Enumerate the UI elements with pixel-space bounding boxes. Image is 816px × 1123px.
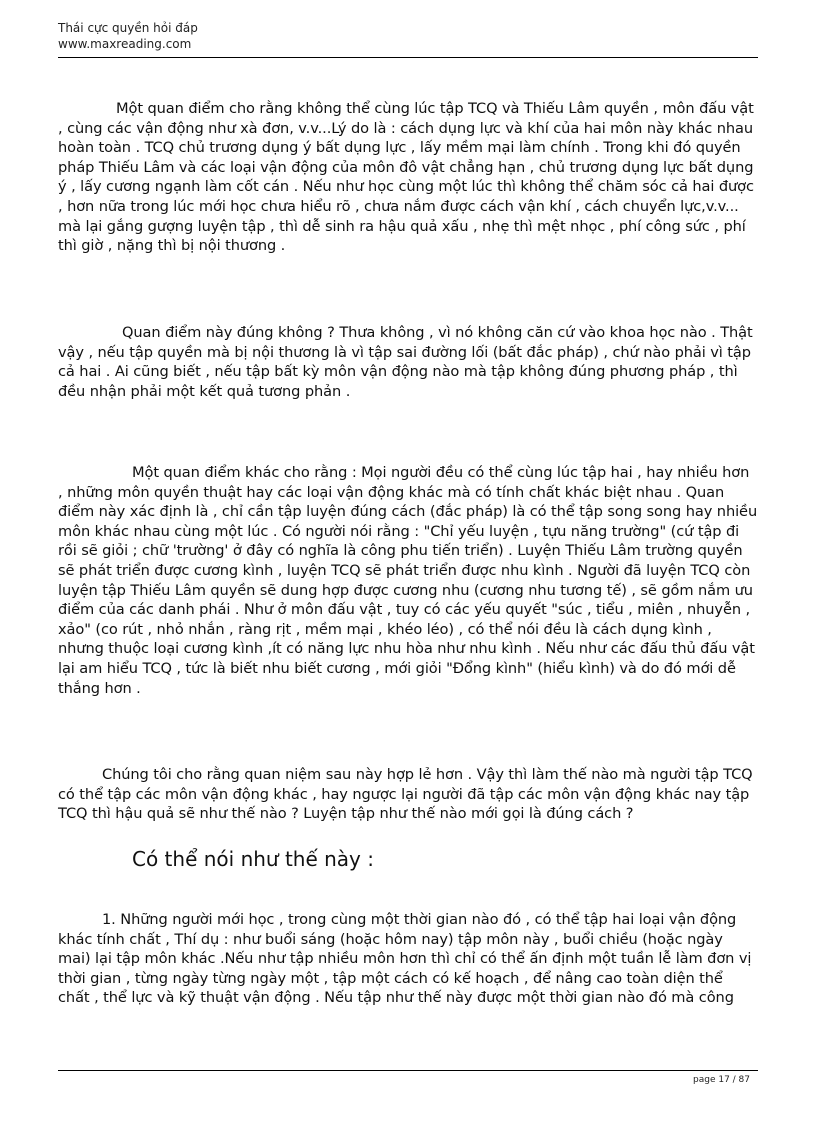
header-divider xyxy=(58,57,758,58)
section-subheading: Có thể nói như thế này : xyxy=(132,847,374,871)
paragraph-2: Quan điểm này đúng không ? Thưa không , vì nó không căn cứ vào khoa học nào . Thật vậy , nếu tập quyền mà bị nội thương là vì tập sai đường lối (bất đắc pháp) , chứ nào phải vì tập cả hai . Ai cũng biết , nếu tập bất kỳ môn vận động nào mà tập không đúng phương pháp , thì đều nhận phải một kết quả tương phản . xyxy=(58,324,753,400)
paragraph-1: Một quan điểm cho rằng không thể cùng lúc tập TCQ và Thiếu Lâm quyền , môn đấu vật , cùng các vận động như xà đơn, v.v...Lý do là : cách dụng lực và khí của hai môn này khác nhau hoàn toàn . TCQ chủ trương dụng ý bất dụng lực , lấy mềm mại làm chính . Trong khi đó quyền pháp Thiếu Lâm và các loại vận động của môn đô vật chẳng hạn , chủ trương dụng lực bất dụng ý , lấy cương ngạnh làm cốt cán . Nếu như học cùng một lúc thì không thể chăm sóc cả hai được , hơn nữa trong lúc mới học chưa hiểu rõ , chưa nắm được cách vận khí , cách chuyển lực,v.v... mà lại gắng gượng luyện tập , thì dễ sinh ra hậu quả xấu , nhẹ thì mệt nhọc , phí công sức , phí thì giờ , nặng thì bị nội thương . xyxy=(58,100,754,255)
paragraph-5: 1. Những người mới học , trong cùng một thời gian nào đó , có thể tập hai loại vận động khác tính chất , Thí dụ : như buổi sáng (hoặc hôm nay) tập môn này , buổi chiều (hoặc ngày mai) lại tập môn khác .Nếu như tập nhiều môn hơn thì chỉ có thể ấn định một tuần lễ làm đơn vị thời gian , từng ngày từng ngày một , tập một cách có kế hoạch , để nâng cao toàn diện thể chất , thể lực và kỹ thuật vận động . Nếu tập như thế này được một thời gian nào đó mà công xyxy=(58,911,752,1007)
footer-divider xyxy=(58,1070,758,1071)
document-title: Thái cực quyền hỏi đáp xyxy=(58,21,198,35)
page-header xyxy=(58,20,758,52)
paragraph-3: Một quan điểm khác cho rằng : Mọi người đều có thể cùng lúc tập hai , hay nhiều hơn , những môn quyền thuật hay các loại vận động khác mà có tính chất khác biệt nhau . Quan điểm này xác định là , chỉ cần tập luyện đúng cách (đắc pháp) là có thể tập song song hay nhiều môn khác nhau cùng một lúc . Có người nói rằng : "Chỉ yếu luyện , tựu năng trường" (cứ tập đi rồi sẽ giỏi ; chữ 'trường' ở đây có nghĩa là công phu tiến triển) . Luyện Thiếu Lâm trường quyền sẽ phát triển được cương kình , luyện TCQ sẽ phát triển được nhu kình . Người đã luyện TCQ còn luyện tập Thiếu Lâm quyền sẽ dung hợp được cương nhu (cương nhu tương tế) , sẽ gồm nắm ưu điểm của các danh phái . Như ở môn đấu vật , tuy có các yếu quyết "súc , tiểu , miên , nhuyễn , xảo" (co rút , nhỏ nhắn , ràng rịt , mềm mại , khéo léo) , có thể nói đều là cách dụng kình , nhưng thuộc loại cương kình ,ít có năng lực nhu hòa như nhu kình . Nếu như các đấu thủ đấu vật lại am hiểu TCQ , tức là biết nhu biết cương , mới giỏi "Đổng kình" (hiểu kình) và do đó mới dễ thắng hơn . xyxy=(58,464,758,697)
page-number: page 17 / 87 xyxy=(693,1075,750,1085)
website-link[interactable]: www.maxreading.com xyxy=(58,37,192,51)
paragraph-4: Chúng tôi cho rằng quan niệm sau này hợp lẻ hơn . Vậy thì làm thế nào mà người tập TCQ có thể tập các môn vận động khác , hay ngược lại người đã tập các môn vận động khác nay tập TCQ thì hậu quả sẽ như thế nào ? Luyện tập như thế nào mới gọi là đúng cách ? xyxy=(58,766,753,823)
